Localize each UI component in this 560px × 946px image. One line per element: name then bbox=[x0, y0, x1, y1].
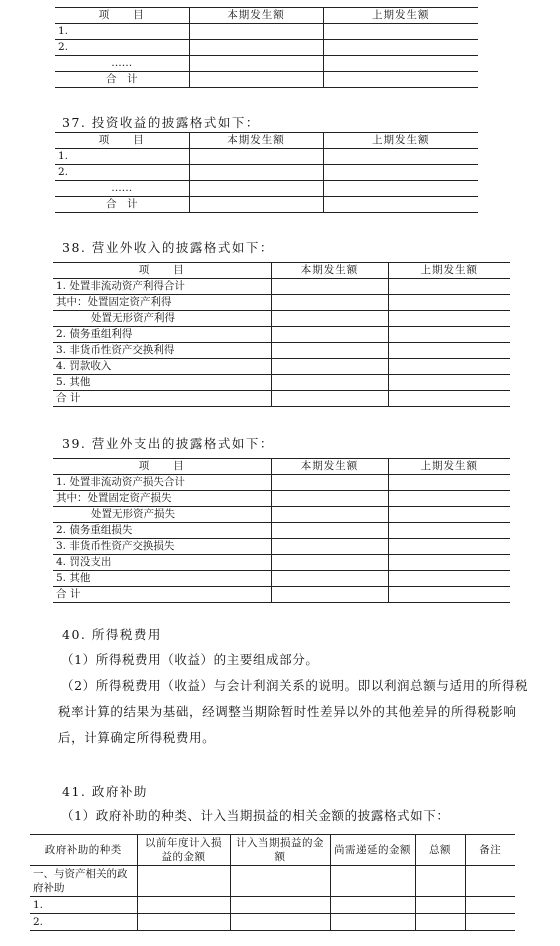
table-header-row bbox=[55, 133, 478, 149]
section-40-title: 40. 所得税费用 bbox=[62, 627, 162, 642]
header-total: 总额 bbox=[415, 835, 465, 866]
section-39-title: 39. 营业外支出的披露格式如下： bbox=[62, 436, 274, 451]
row-label: 一、与资产相关的政府补助 bbox=[30, 866, 137, 897]
row-label: 1. 处置非流动资产损失合计 bbox=[53, 475, 271, 491]
table-38 bbox=[53, 262, 510, 407]
section-41-title: 41. 政府补助 bbox=[62, 784, 148, 799]
table-row bbox=[53, 555, 510, 571]
table-row bbox=[53, 507, 510, 523]
row-label: 5. 其他 bbox=[53, 375, 271, 391]
table-row bbox=[53, 359, 510, 375]
header-previous: 上期发生额 bbox=[323, 8, 478, 24]
table-row bbox=[55, 181, 478, 197]
row-label: 1. 处置非流动资产利得合计 bbox=[53, 279, 271, 295]
table-row bbox=[55, 197, 478, 213]
row-label: 3. 非货币性资产交换利得 bbox=[53, 343, 271, 359]
header-item: 项 目 bbox=[55, 133, 189, 149]
header-previous: 上期发生额 bbox=[388, 459, 510, 475]
row-label: 2. 债务重组利得 bbox=[53, 327, 271, 343]
row-label: 4. 罚没支出 bbox=[53, 555, 271, 571]
table-row bbox=[53, 523, 510, 539]
header-item: 项 目 bbox=[53, 459, 271, 475]
row-label: 2. bbox=[30, 914, 137, 931]
header-current: 本期发生额 bbox=[189, 133, 323, 149]
table-row bbox=[53, 311, 510, 327]
table-row bbox=[53, 343, 510, 359]
table-36 bbox=[55, 7, 478, 88]
section-38-title: 38. 营业外收入的披露格式如下： bbox=[62, 240, 274, 255]
table-row bbox=[53, 587, 510, 603]
row-label: 2. bbox=[55, 40, 189, 56]
row-label: 3. 非货币性资产交换损失 bbox=[53, 539, 271, 555]
section-41-body bbox=[58, 803, 536, 829]
row-label: 合 计 bbox=[55, 72, 189, 88]
table-row bbox=[53, 375, 510, 391]
header-current: 本期发生额 bbox=[189, 8, 323, 24]
header-subsidy-type: 政府补助的种类 bbox=[30, 835, 137, 866]
header-current: 本期发生额 bbox=[271, 263, 388, 279]
table-row bbox=[53, 391, 510, 407]
table-row bbox=[55, 56, 478, 72]
table-row bbox=[55, 24, 478, 40]
row-label: 合 计 bbox=[55, 197, 189, 213]
row-label: 4. 罚款收入 bbox=[53, 359, 271, 375]
table-row bbox=[53, 571, 510, 587]
row-label: 合 计 bbox=[53, 391, 271, 407]
header-prior-years: 以前年度计入损益的金额 bbox=[137, 835, 230, 866]
table-row bbox=[53, 475, 510, 491]
header-item: 项 目 bbox=[53, 263, 271, 279]
header-deferred: 尚需递延的金额 bbox=[330, 835, 415, 866]
table-row bbox=[30, 866, 515, 897]
header-current-period: 计入当期损益的金额 bbox=[230, 835, 330, 866]
row-label: 1. bbox=[55, 24, 189, 40]
table-39 bbox=[53, 458, 510, 603]
paragraph: （2）所得税费用（收益）与会计利润关系的说明。即以利润总额与适用的所得税税率计算的结果为基础，经调整当期除暂时性差异以外的其他差异的所得税影响后，计算确定所得税费用。 bbox=[58, 678, 529, 745]
table-header-row bbox=[30, 835, 515, 866]
table-row bbox=[55, 40, 478, 56]
row-label: 处置无形资产利得 bbox=[53, 311, 271, 327]
row-label: 1. bbox=[55, 149, 189, 165]
header-previous: 上期发生额 bbox=[388, 263, 510, 279]
section-37-title: 37. 投资收益的披露格式如下： bbox=[62, 115, 260, 130]
paragraph: （1）政府补助的种类、计入当期损益的相关金额的披露格式如下： bbox=[61, 808, 450, 823]
table-header-row bbox=[53, 263, 510, 279]
table-row bbox=[30, 914, 515, 931]
section-40-body bbox=[58, 647, 536, 751]
row-label: 其中：处置固定资产损失 bbox=[53, 491, 271, 507]
row-label: 合 计 bbox=[53, 587, 271, 603]
row-label: 1. bbox=[30, 897, 137, 914]
row-label: 2. 债务重组损失 bbox=[53, 523, 271, 539]
paragraph: （1）所得税费用（收益）的主要组成部分。 bbox=[61, 652, 319, 667]
row-label: …… bbox=[55, 56, 189, 72]
table-row bbox=[55, 149, 478, 165]
header-current: 本期发生额 bbox=[271, 459, 388, 475]
table-header-row bbox=[55, 8, 478, 24]
table-row bbox=[53, 539, 510, 555]
table-row bbox=[53, 491, 510, 507]
table-header-row bbox=[53, 459, 510, 475]
table-row bbox=[30, 897, 515, 914]
table-row bbox=[55, 72, 478, 88]
row-label: 2. bbox=[55, 165, 189, 181]
row-label: 其中：处置固定资产利得 bbox=[53, 295, 271, 311]
table-row bbox=[53, 279, 510, 295]
header-remarks: 备注 bbox=[465, 835, 515, 866]
table-row bbox=[53, 327, 510, 343]
row-label: …… bbox=[55, 181, 189, 197]
row-label: 5. 其他 bbox=[53, 571, 271, 587]
table-37 bbox=[55, 132, 478, 213]
table-row bbox=[55, 165, 478, 181]
row-label: 处置无形资产损失 bbox=[53, 507, 271, 523]
header-previous: 上期发生额 bbox=[323, 133, 478, 149]
header-item: 项 目 bbox=[55, 8, 189, 24]
table-row bbox=[53, 295, 510, 311]
table-41 bbox=[30, 834, 515, 931]
